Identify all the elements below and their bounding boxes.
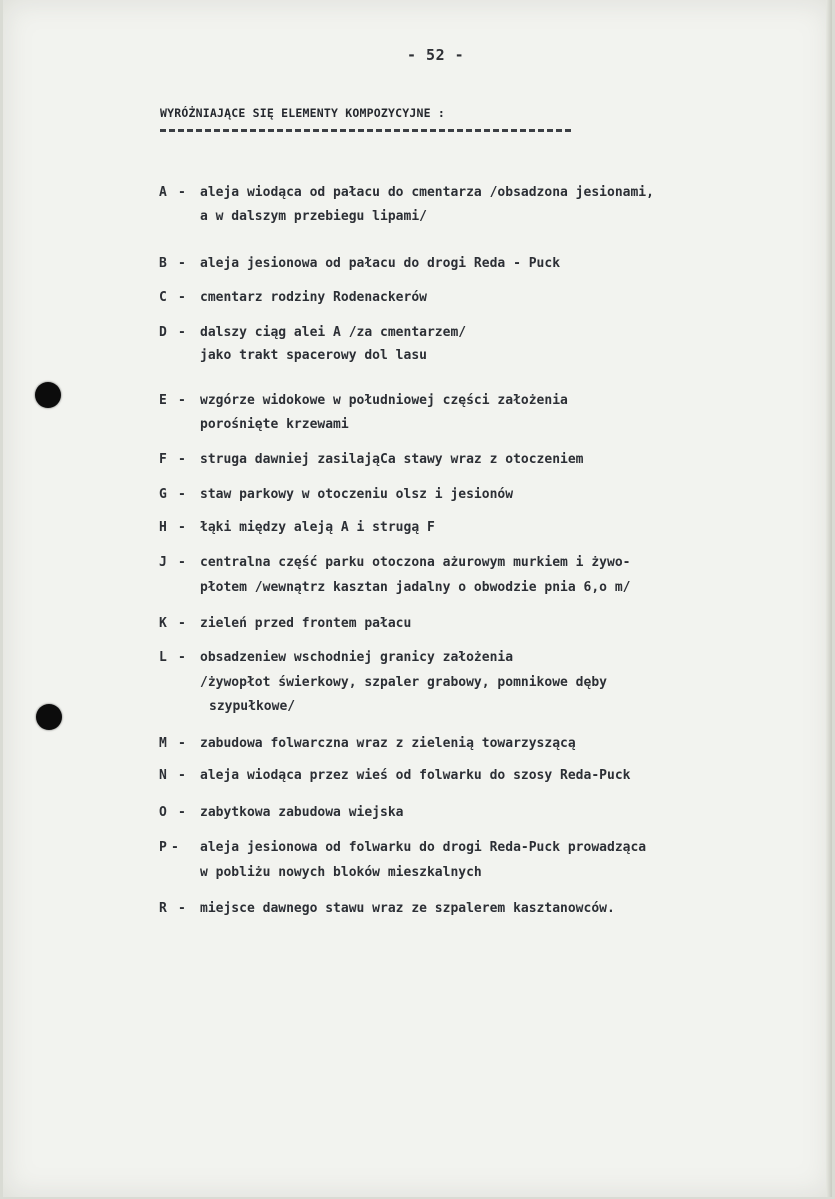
item-letter: D bbox=[159, 325, 167, 340]
punch-hole-bottom bbox=[36, 704, 62, 730]
item-text: a w dalszym przebiegu lipami/ bbox=[200, 209, 427, 224]
item-letter: O bbox=[159, 805, 167, 820]
item-letter: C bbox=[159, 290, 167, 305]
item-dash: - bbox=[178, 555, 186, 570]
item-letter: R bbox=[159, 901, 167, 916]
paper-edge bbox=[826, 0, 832, 1197]
item-text: centralna część parku otoczona ażurowym murkiem i żywo- bbox=[200, 555, 631, 570]
heading-underline bbox=[160, 129, 571, 132]
item-text: płotem /wewnątrz kasztan jadalny o obwodzie pnia 6,o m/ bbox=[200, 580, 631, 595]
item-letter: J bbox=[159, 555, 167, 570]
item-letter: A bbox=[159, 185, 167, 200]
item-letter: K bbox=[159, 616, 167, 631]
item-text: łąki między aleją A i strugą F bbox=[200, 520, 435, 535]
section-heading: WYRÓŻNIAJĄCE SIĘ ELEMENTY KOMPOZYCYJNE : bbox=[160, 106, 445, 120]
item-text: miejsce dawnego stawu wraz ze szpalerem kasztanowców. bbox=[200, 901, 615, 916]
item-dash: - bbox=[178, 393, 186, 408]
item-text: zabytkowa zabudowa wiejska bbox=[200, 805, 404, 820]
item-dash: - bbox=[178, 452, 186, 467]
item-dash: - bbox=[178, 487, 186, 502]
item-letter: B bbox=[159, 256, 167, 271]
document-page bbox=[3, 0, 832, 1197]
item-text: szypułkowe/ bbox=[209, 699, 296, 714]
item-text: cmentarz rodziny Rodenackerów bbox=[200, 290, 427, 305]
punch-hole-top bbox=[35, 382, 61, 408]
item-letter: H bbox=[159, 520, 167, 535]
item-text: aleja jesionowa od folwarku do drogi Reda-Puck prowadząca bbox=[200, 840, 647, 855]
item-text: w pobliżu nowych bloków mieszkalnych bbox=[200, 865, 482, 880]
item-text: zabudowa folwarczna wraz z zielenią towarzyszącą bbox=[200, 736, 576, 751]
item-text: wzgórze widokowe w południowej części założenia bbox=[200, 393, 568, 408]
item-text: aleja wiodąca od pałacu do cmentarza /obsadzona jesionami, bbox=[200, 185, 654, 200]
item-text: aleja jesionowa od pałacu do drogi Reda - Puck bbox=[200, 256, 561, 271]
page-number: - 52 - bbox=[407, 46, 465, 64]
item-dash: - bbox=[178, 650, 186, 665]
item-dash: - bbox=[178, 768, 186, 783]
item-letter: E bbox=[159, 393, 167, 408]
item-dash: - bbox=[178, 901, 186, 916]
item-text: zieleń przed frontem pałacu bbox=[200, 616, 412, 631]
item-text: /żywopłot świerkowy, szpaler grabowy, pomnikowe dęby bbox=[200, 675, 607, 690]
item-letter: P bbox=[159, 840, 167, 855]
item-dash: - bbox=[171, 840, 179, 855]
item-dash: - bbox=[178, 616, 186, 631]
item-letter: M bbox=[159, 736, 167, 751]
item-dash: - bbox=[178, 290, 186, 305]
item-dash: - bbox=[178, 256, 186, 271]
item-letter: N bbox=[159, 768, 167, 783]
item-text: aleja wiodąca przez wieś od folwarku do szosy Reda-Puck bbox=[200, 768, 631, 783]
item-dash: - bbox=[178, 736, 186, 751]
item-text: dalszy ciąg alei A /za cmentarzem/ bbox=[200, 325, 467, 340]
item-dash: - bbox=[178, 805, 186, 820]
item-text: obsadzeniew wschodniej granicy założenia bbox=[200, 650, 514, 665]
item-dash: - bbox=[178, 325, 186, 340]
item-letter: G bbox=[159, 487, 167, 502]
item-text: jako trakt spacerowy dol lasu bbox=[200, 348, 427, 363]
item-dash: - bbox=[178, 520, 186, 535]
item-letter: F bbox=[159, 452, 167, 467]
item-dash: - bbox=[178, 185, 186, 200]
item-text: staw parkowy w otoczeniu olsz i jesionów bbox=[200, 487, 514, 502]
item-letter: L bbox=[159, 650, 167, 665]
item-text: struga dawniej zasilająCa stawy wraz z otoczeniem bbox=[200, 452, 584, 467]
item-text: porośnięte krzewami bbox=[200, 417, 349, 432]
